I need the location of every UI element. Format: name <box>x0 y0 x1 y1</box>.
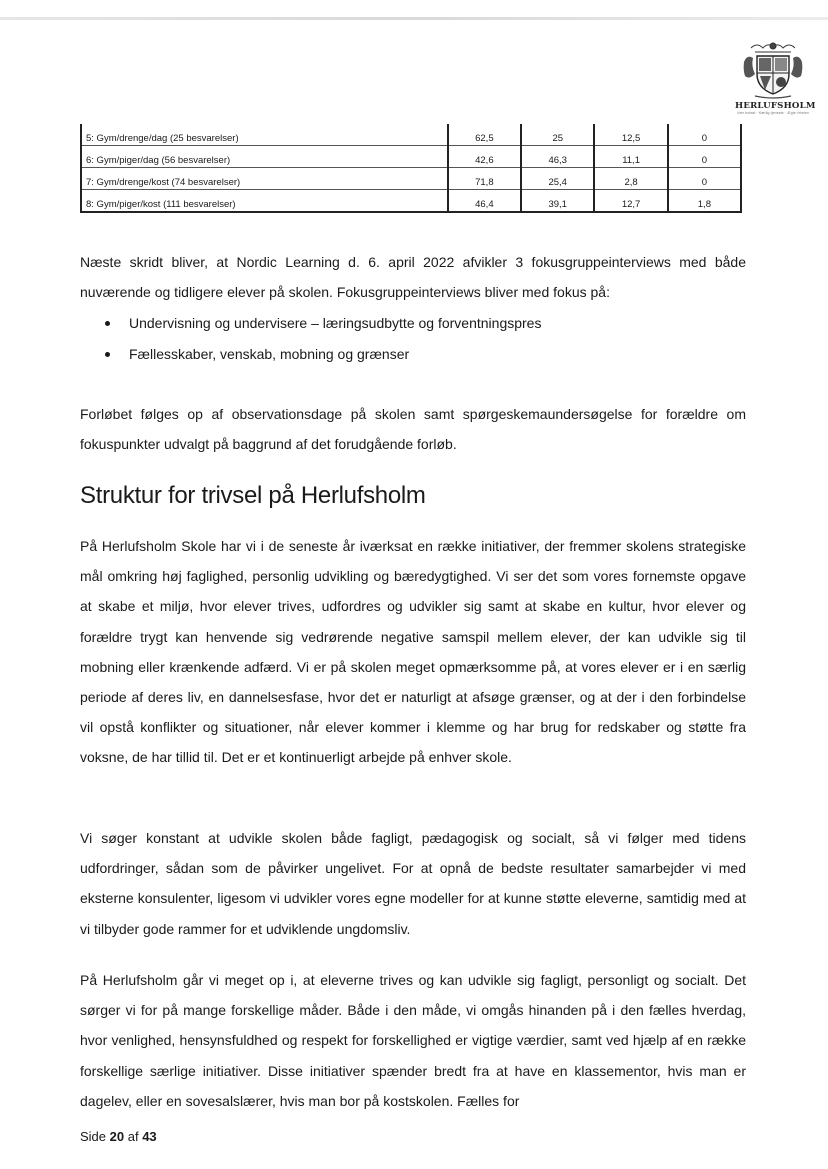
table-cell: 62,5 <box>448 124 521 146</box>
page-separator: af <box>124 1129 143 1144</box>
table-cell: 46,4 <box>448 190 521 213</box>
list-item: Undervisning og undervisere – læringsudbytte og forventningspres <box>80 308 746 339</box>
table-cell: 11,1 <box>594 146 667 168</box>
page-number <box>80 1129 157 1144</box>
table-cell: 1,8 <box>668 190 741 213</box>
row-label: 7: Gym/drenge/kost (74 besvarelser) <box>81 168 448 190</box>
table-cell: 71,8 <box>448 168 521 190</box>
body-paragraph: Vi søger konstant at udvikle skolen både fagligt, pædagogisk og socialt, så vi følger med tidens udfordringer, sådan som de påvirker ungelivet. For at opnå de bedste resultater samarbejder vi med eksterne konsulenter, ligesom vi udvikler vores egne modeller for at kunne støtte eleverne, samtidig med at vi tilbyder gode rammer for et udviklende ungdomsliv. <box>80 830 746 937</box>
table-cell: 25,4 <box>521 168 594 190</box>
table-row <box>81 124 741 146</box>
row-label: 6: Gym/piger/dag (56 besvarelser) <box>81 146 448 168</box>
survey-results-table <box>80 124 742 213</box>
table-cell: 0 <box>668 146 741 168</box>
row-label: 8: Gym/piger/kost (111 besvarelser) <box>81 190 448 213</box>
crest-icon <box>741 40 805 100</box>
table-cell: 39,1 <box>521 190 594 213</box>
table-cell: 12,5 <box>594 124 667 146</box>
current-page: 20 <box>109 1129 125 1144</box>
scan-edge-line <box>0 17 828 20</box>
table-cell: 12,7 <box>594 190 667 213</box>
row-label: 5: Gym/drenge/dag (25 besvarelser) <box>81 124 448 146</box>
focus-list <box>80 308 746 370</box>
table-cell: 0 <box>668 124 741 146</box>
table-row <box>81 146 741 168</box>
logo-wordmark: HERLUFSHOLM <box>735 101 816 111</box>
list-item: Fællesskaber, venskab, mobning og grænser <box>80 339 746 370</box>
table-cell: 25 <box>521 124 594 146</box>
body-paragraph: På Herlufsholm Skole har vi i de seneste år iværksat en række initiativer, der fremmer skolens strategiske mål omkring høj faglighed, personlig udvikling og bæredygtighed. Vi ser det som vores fornemste opgave at skabe et miljø, hvor elever trives, udfordres og udvikler sig samt at skabe en kultur, hvor elever og forældre trygt kan henvende sig vedrørende negative samspil mellem elever, der kan udvikle sig til mobning eller krænkende adfærd. Vi er på skolen meget opmærksomme på, at vores elever er i en særlig periode af deres liv, en dannelsesfase, hvor det er naturligt at afsøge grænser, og at der i den forbindelse vil opstå konflikter og situationer, når elever kommer i klemme og har brug for redskaber og støtte fra voksne, de har tillid til. Det er et kontinuerligt arbejde på enhver skole. <box>80 538 746 766</box>
table-cell: 0 <box>668 168 741 190</box>
logo-tagline: Vær trofast · Kærlig tjeneste · Ægte vrimlen <box>737 111 809 115</box>
total-pages: 43 <box>142 1129 157 1144</box>
table-cell: 46,3 <box>521 146 594 168</box>
page-prefix: Side <box>80 1129 110 1144</box>
section-heading: Struktur for trivsel på Herlufsholm <box>80 482 426 509</box>
followup-paragraph: Forløbet følges op af observationsdage på skolen samt spørgeskemaundersøgelse for forældre om fokuspunkter udvalgt på baggrund af det forudgående forløb. <box>80 406 746 453</box>
body-paragraph: På Herlufsholm går vi meget op i, at eleverne trives og kan udvikle sig fagligt, personligt og socialt. Det sørger vi for på mange forskellige måder. Både i den måde, vi omgås hinanden på i den fælles hverdag, hvor venlighed, hensynsfuldhed og respekt for forskellighed er vigtige værdier, samt ved hjælp af en række forskellige særlige initiativer. Disse initiativer spænder bredt fra at have en klassementor, hvis man er dagelev, eller en sovesalslærer, hvis man bor på kostskolen. Fælles for <box>80 972 746 1109</box>
table-cell: 42,6 <box>448 146 521 168</box>
table-cell: 2,8 <box>594 168 667 190</box>
school-logo <box>735 40 816 115</box>
table-row <box>81 168 741 190</box>
intro-paragraph: Næste skridt bliver, at Nordic Learning d. 6. april 2022 afvikler 3 fokusgruppeinterviews med både nuværende og tidligere elever på skolen. Fokusgruppeinterviews bliver med fokus på: <box>80 254 746 301</box>
table-row <box>81 190 741 213</box>
